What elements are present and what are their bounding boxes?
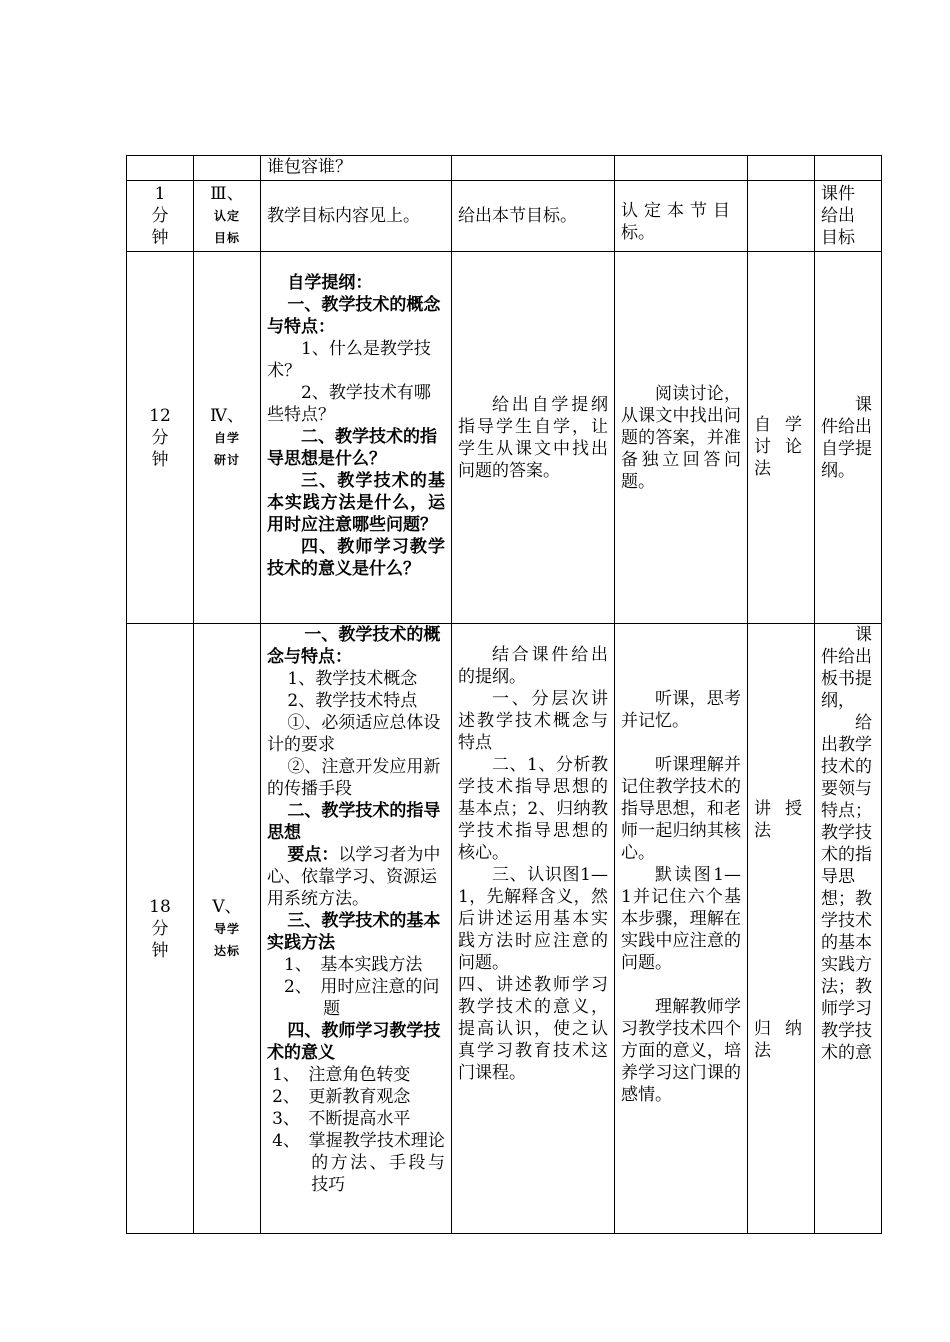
step-name: 达标	[213, 943, 240, 958]
step-name: 自学	[213, 430, 240, 445]
step-name: 导学	[213, 921, 240, 936]
student-activity: 听课理解并记住教学技术的指导思想，和老师一起归纳其核心。	[621, 755, 741, 863]
section-item: ①、必须适应总体设计的要求	[267, 713, 441, 755]
method-cell	[748, 624, 815, 1234]
step-number: Ⅴ、	[212, 896, 242, 917]
content-cell	[261, 156, 452, 181]
media-text: 给出	[821, 206, 855, 226]
media-text: 给出教学技术的要领与特点；教学技术的指导思想；教学技术的基本实践方法；教师学习教学技术的意	[821, 713, 872, 1063]
time-unit: 钟	[151, 449, 169, 470]
student-activity: 标。	[621, 223, 655, 243]
teacher-activity: 三、认识图1—1，先解释含义，然后讲述运用基本实践方法时应注意的问题。	[458, 865, 608, 973]
lesson-plan-table	[126, 155, 882, 1234]
student-cell	[615, 252, 748, 624]
student-activity: 阅读讨论，从课文中找出问题的答案，并准备独立回答问题。	[621, 383, 741, 492]
content-cell	[261, 181, 452, 252]
section-item: 1、 注意角色转变	[272, 1065, 411, 1085]
step-name: 目标	[213, 231, 240, 245]
section-heading: 四、教师学习教学技术的意义	[267, 1021, 441, 1063]
step-name: 研讨	[213, 452, 240, 467]
content-line: 谁包容谁？	[267, 157, 352, 177]
content-cell	[261, 252, 452, 624]
teacher-activity: 结合课件给出的提纲。	[458, 645, 608, 687]
media-cell	[815, 252, 882, 624]
section-heading: 三、教学技术的基本实践方法	[267, 911, 441, 953]
media-cell	[815, 181, 882, 252]
time-unit: 分	[151, 918, 169, 939]
student-activity: 认定本节目	[621, 201, 736, 221]
step-cell	[194, 181, 261, 252]
time-value: 1	[154, 184, 166, 204]
student-cell	[615, 181, 748, 252]
media-text: 课件	[821, 184, 855, 204]
media-text: 课件给出板书提纲，	[821, 625, 872, 711]
table-row	[127, 624, 882, 1234]
section-item: 2、 用时应注意的问题	[284, 977, 440, 1019]
time-cell	[127, 624, 194, 1234]
teacher-activity: 给出本节目标。	[458, 206, 577, 226]
method-text: 自学讨论法	[754, 414, 808, 479]
section-heading: 二、教学技术的指导思想	[267, 801, 441, 843]
media-text: 目标	[821, 228, 855, 248]
teacher-cell	[452, 624, 615, 1234]
student-activity: 听课，思考并记忆。	[621, 689, 741, 731]
step-number: Ⅳ、	[210, 405, 244, 426]
time-cell	[127, 181, 194, 252]
section-item: 1、 基本实践方法	[284, 955, 423, 975]
section-item: 1、教学技术概念	[287, 669, 418, 689]
table-row	[127, 181, 882, 252]
time-unit: 分	[151, 206, 169, 226]
teacher-activity: 二、1、分析教学技术指导思想的基本点；2、归纳教学技术指导思想的核心。	[458, 755, 608, 863]
section-heading: 一、教学技术的概念与特点：	[267, 625, 441, 667]
outline-heading: 一、教学技术的概念与特点：	[267, 295, 441, 337]
section-item: 2、 更新教育观念	[272, 1087, 411, 1107]
section-item: 3、 不断提高水平	[272, 1109, 411, 1129]
method-text: 归纳法	[754, 1019, 808, 1061]
method-text: 讲授法	[754, 799, 808, 841]
method-cell	[748, 181, 815, 252]
teacher-activity: 给出自学提纲指导学生自学，让学生从课文中找出问题的答案。	[458, 394, 608, 481]
outline-item: 2、教学技术有哪些特点？	[267, 383, 431, 425]
outline-item: 1、什么是教学技术？	[267, 339, 431, 381]
outline-heading: 二、教学技术的指导思想是什么？	[267, 427, 437, 469]
teacher-cell	[452, 156, 615, 181]
content-cell	[261, 624, 452, 1234]
section-item: ②、注意开发应用新的传播手段	[267, 757, 441, 799]
step-number: Ⅲ、	[210, 184, 244, 204]
time-value: 18	[149, 896, 171, 917]
time-unit: 分	[151, 427, 169, 448]
table-row	[127, 156, 882, 181]
method-cell	[748, 156, 815, 181]
media-text: 课件给出自学提纲。	[821, 394, 872, 481]
outline-heading: 三、教学技术的基本实践方法是什么，运用时应注意哪些问题？	[267, 471, 445, 535]
step-name: 认定	[213, 209, 240, 223]
section-item: 4、 掌握教学技术理论的方法、手段与技巧	[272, 1131, 445, 1195]
method-cell	[748, 252, 815, 624]
time-unit: 钟	[151, 940, 169, 961]
teacher-activity: 一、分层次讲述教学技术概念与特点	[458, 689, 608, 753]
key-point-label: 要点：	[287, 845, 339, 865]
teacher-cell	[452, 181, 615, 252]
media-cell	[815, 624, 882, 1234]
student-activity: 默读图1—1并记住六个基本步骤，理解在实践中应注意的问题。	[621, 865, 741, 973]
step-cell	[194, 624, 261, 1234]
content-line: 教学目标内容见上。	[267, 206, 420, 226]
section-item: 2、教学技术特点	[287, 691, 418, 711]
teacher-activity: 四、讲述教师学习教学技术的意义，提高认识，使之认真学习教育技术这门课程。	[458, 975, 608, 1083]
time-cell	[127, 252, 194, 624]
outline-heading: 四、教师学习教学技术的意义是什么？	[267, 537, 445, 579]
outline-title: 自学提纲：	[287, 273, 373, 293]
step-cell	[194, 156, 261, 181]
time-value: 12	[149, 405, 171, 426]
student-cell	[615, 624, 748, 1234]
student-activity: 理解教师学习教学技术四个方面的意义，培养学习这门课的感情。	[621, 997, 741, 1105]
time-unit: 钟	[151, 228, 169, 248]
student-cell	[615, 156, 748, 181]
media-cell	[815, 156, 882, 181]
time-cell	[127, 156, 194, 181]
step-cell	[194, 252, 261, 624]
key-point-text: 以学习者为中心、依靠学习、资源运用系统方法。	[267, 845, 441, 909]
table-row	[127, 252, 882, 624]
teacher-cell	[452, 252, 615, 624]
